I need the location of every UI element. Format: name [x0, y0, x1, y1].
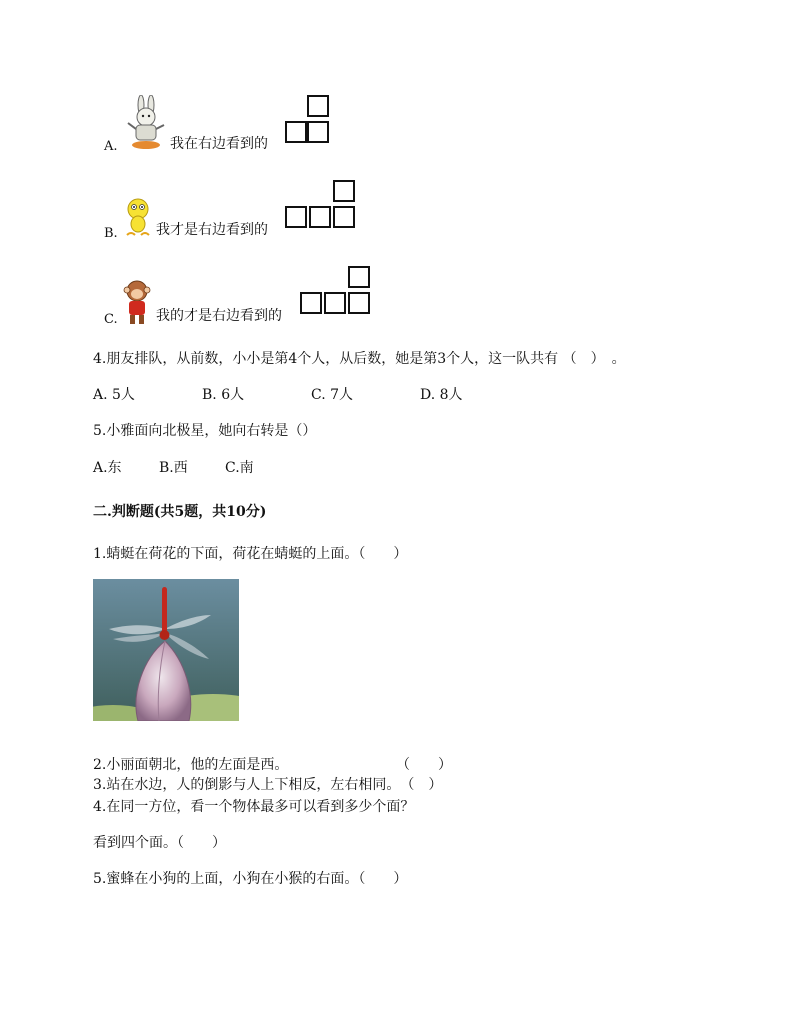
option-c-letter: C. [104, 312, 118, 327]
judge-item-2: 2.小丽面朝北，他的左面是西。 [93, 757, 289, 773]
q5-option-b: B.西 [159, 460, 188, 476]
dragonfly-lotus-photo [93, 579, 239, 721]
q4-option-c: C. 7人 [311, 387, 354, 403]
option-b-text: 我才是右边看到的 [156, 222, 268, 238]
option-a-text: 我在右边看到的 [170, 136, 268, 152]
question-5: 5.小雅面向北极星，她向右转是（） [93, 423, 317, 439]
monkey-icon [120, 279, 154, 325]
option-b-letter: B. [104, 226, 118, 241]
judge-item-1: 1.蜻蜓在荷花的下面，荷花在蜻蜓的上面。（ ） [93, 546, 408, 562]
view-grid-a [285, 95, 335, 147]
judge-item-4-answer: 看到四个面。（ ） [93, 835, 226, 851]
option-a-letter: A. [104, 139, 118, 154]
judge-item-3: 3.站在水边，人的倒影与人上下相反，左右相同。 （ ） [93, 777, 443, 793]
judge-item-2-paren: （ ） [396, 757, 452, 773]
section-2-title: 二.判断题(共5题，共10分) [93, 504, 267, 520]
rabbit-icon [124, 95, 168, 150]
q4-option-d: D. 8人 [420, 387, 463, 403]
q5-option-a: A.东 [93, 460, 122, 476]
judge-item-4: 4.在同一方位，看一个物体最多可以看到多少个面？ [93, 799, 415, 815]
question-4: 4.朋友排队，从前数，小小是第4个人，从后数，她是第3个人，这一队共有 （ ） 。 [93, 351, 626, 367]
view-grid-b [285, 180, 359, 232]
q4-option-b: B. 6人 [202, 387, 245, 403]
judge-item-5: 5.蜜蜂在小狗的上面，小狗在小猴的右面。（ ） [93, 871, 408, 887]
view-grid-c [300, 266, 374, 318]
q5-option-c: C.南 [225, 460, 254, 476]
q4-option-a: A. 5人 [93, 387, 135, 403]
option-c-text: 我的才是右边看到的 [156, 308, 282, 324]
bird-icon [121, 195, 155, 240]
